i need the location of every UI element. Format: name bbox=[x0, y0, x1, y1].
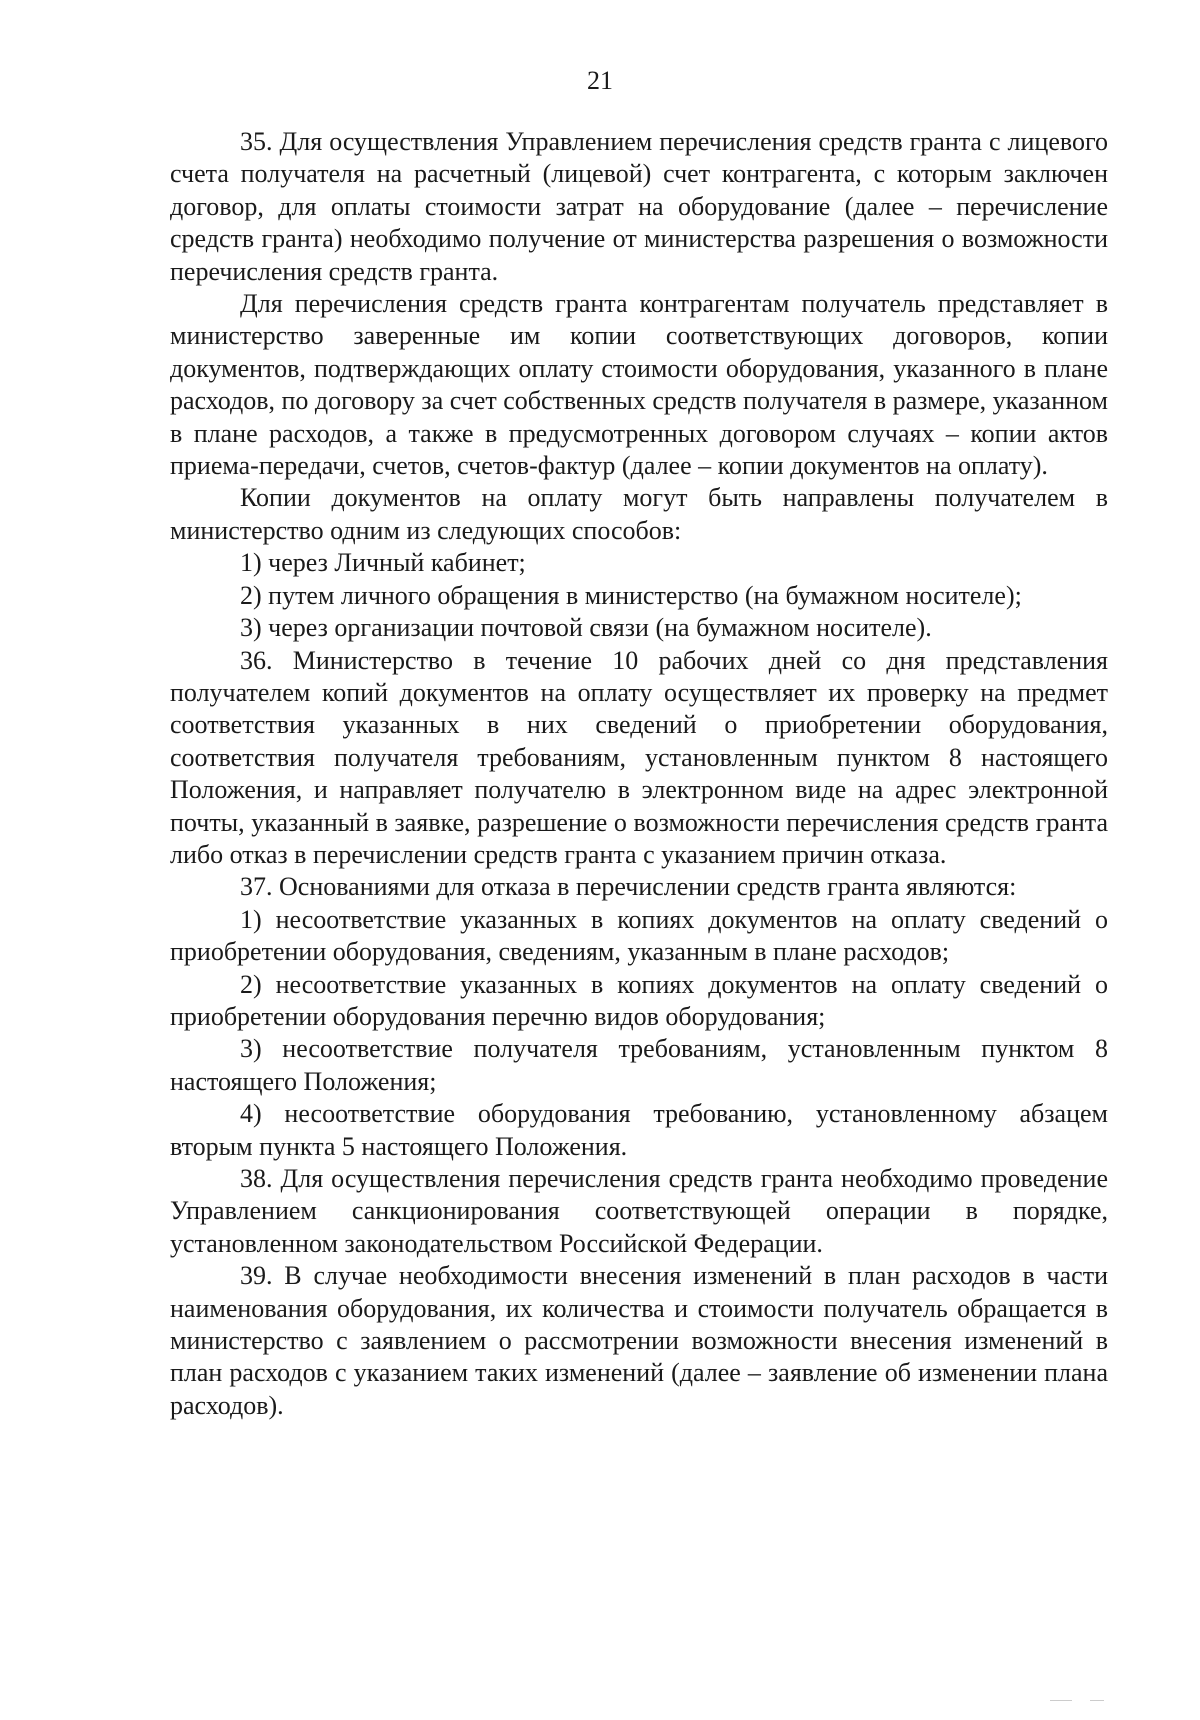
list-item-method-2: 2) путем личного обращения в министерство (на бумажном носителе); bbox=[240, 580, 1022, 610]
paragraph-35-submission-methods: Копии документов на оплату могут быть направлены получателем в министерство одним из следующих способов: bbox=[170, 483, 1108, 545]
list-item-refusal-2: 2) несоответствие указанных в копиях документов на оплату сведений о приобретении оборудования перечню видов оборудования; bbox=[170, 969, 1108, 1031]
list-item-method-1: 1) через Личный кабинет; bbox=[240, 548, 526, 578]
scan-artifact bbox=[1050, 1700, 1072, 1701]
list-item-refusal-4: 4) несоответствие оборудования требованию, установленному абзацем вторым пункта 5 настоящего Положения. bbox=[170, 1099, 1108, 1161]
paragraph-38: 38. Для осуществления перечисления средств гранта необходимо проведение Управлением санкционирования соответствующей операции в порядке, установленном законодательством Российской Федерации. bbox=[170, 1164, 1108, 1258]
paragraph-35: 35. Для осуществления Управлением перечисления средств гранта с лицевого счета получателя на расчетный (лицевой) счет контрагента, с которым заключен договор, для оплаты стоимости затрат на оборудование (далее – перечисление средств гранта) необходимо получение от министерства разрешения о возможности перечисления средств гранта. bbox=[170, 127, 1108, 286]
list-item-refusal-1: 1) несоответствие указанных в копиях документов на оплату сведений о приобретении оборудования, сведениям, указанным в плане расходов; bbox=[170, 904, 1108, 967]
paragraph-39: 39. В случае необходимости внесения изменений в план расходов в части наименования оборудования, их количества и стоимости получатель обращается в министерство с заявлением о рассмотрении возможности внесения изменений в план расходов с указанием таких изменений (далее – заявление об изменении плана расходов). bbox=[170, 1261, 1108, 1420]
paragraph-35-contractors: Для перечисления средств гранта контрагентам получатель представляет в министерство заверенные им копии соответствующих договоров, копии документов, подтверждающих оплату стоимости оборудования, указанного в плане расходов, по договору за счет собственных средств получателя в размере, указанном в плане расходов, а также в предусмотренных договором случаях – копии актов приема-передачи, счетов, счетов-фактур (далее – копии документов на оплату). bbox=[170, 289, 1108, 481]
document-body bbox=[170, 126, 1108, 1422]
list-item-method-3: 3) через организации почтовой связи (на бумажном носителе). bbox=[240, 613, 932, 643]
paragraph-37: 37. Основаниями для отказа в перечислении средств гранта являются: bbox=[240, 872, 1017, 902]
scan-artifact bbox=[1090, 1700, 1104, 1701]
paragraph-36: 36. Министерство в течение 10 рабочих дней со дня представления получателем копий документов на оплату осуществляет их проверку на предмет соответствия указанных в них сведений о приобретении оборудования, соответствия получателя требованиям, установленным пунктом 8 настоящего Положения, и направляет получателю в электронном виде на адрес электронной почты, указанный в заявке, разрешение о возможности перечисления средств гранта либо отказ в перечислении средств гранта с указанием причин отказа. bbox=[170, 645, 1108, 869]
page-number: 21 bbox=[587, 66, 613, 95]
list-item-refusal-3: 3) несоответствие получателя требованиям, установленным пунктом 8 настоящего Положения; bbox=[170, 1034, 1108, 1096]
